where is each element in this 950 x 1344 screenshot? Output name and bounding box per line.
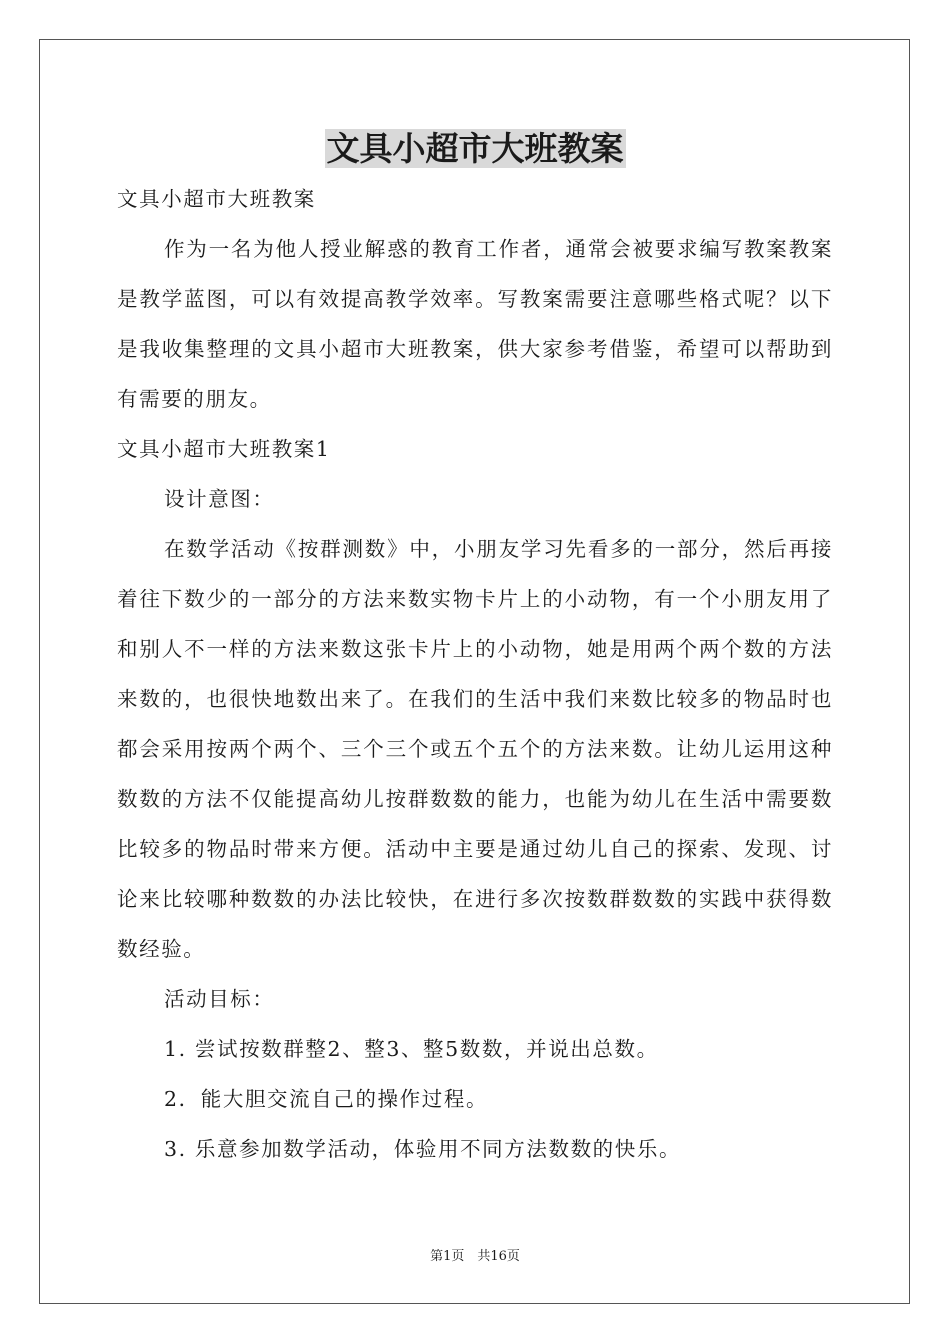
section-heading: 文具小超市大班教案1 (117, 437, 331, 461)
page-footer: 第1页 共16页 (430, 1249, 520, 1264)
document-body (117, 174, 833, 1174)
design-intent-heading: 设计意图： (164, 487, 275, 511)
goal-item-2: 2．能大胆交流自己的操作过程。 (164, 1087, 489, 1111)
document-title-text: 文具小超市大班教案 (326, 129, 624, 168)
subtitle-paragraph: 文具小超市大班教案 (117, 187, 316, 211)
goal-item-3: 3. 乐意参加数学活动，体验用不同方法数数的快乐。 (164, 1137, 682, 1161)
goal-item-1: 1. 尝试按数群整2、整3、整5数数，并说出总数。 (164, 1037, 659, 1061)
goals-heading: 活动目标： (164, 987, 275, 1011)
design-intent-paragraph: 在数学活动《按群测数》中，小朋友学习先看多的一部分，然后再接着往下数少的一部分的方法来数实物卡片上的小动物，有一个小朋友用了和别人不一样的方法来数这张卡片上的小动物，她是用两个两个数的方法来数的，也很快地数出来了。在我们的生活中我们来数比较多的物品时也都会采用按两个两个、三个三个或五个五个的方法来数。让幼儿运用这种数数的方法不仅能提高幼儿按群数数的能力，也能为幼儿在生活中需要数比较多的物品时带来方便。活动中主要是通过幼儿自己的探索、发现、讨论来比较哪种数数的办法比较快，在进行多次按数群数数的实践中获得数数经验。 (117, 537, 833, 961)
document-title (0, 126, 950, 172)
intro-paragraph: 作为一名为他人授业解惑的教育工作者，通常会被要求编写教案教案是教学蓝图，可以有效提高教学效率。写教案需要注意哪些格式呢？以下是我收集整理的文具小超市大班教案，供大家参考借鉴，希望可以帮助到有需要的朋友。 (117, 237, 833, 411)
